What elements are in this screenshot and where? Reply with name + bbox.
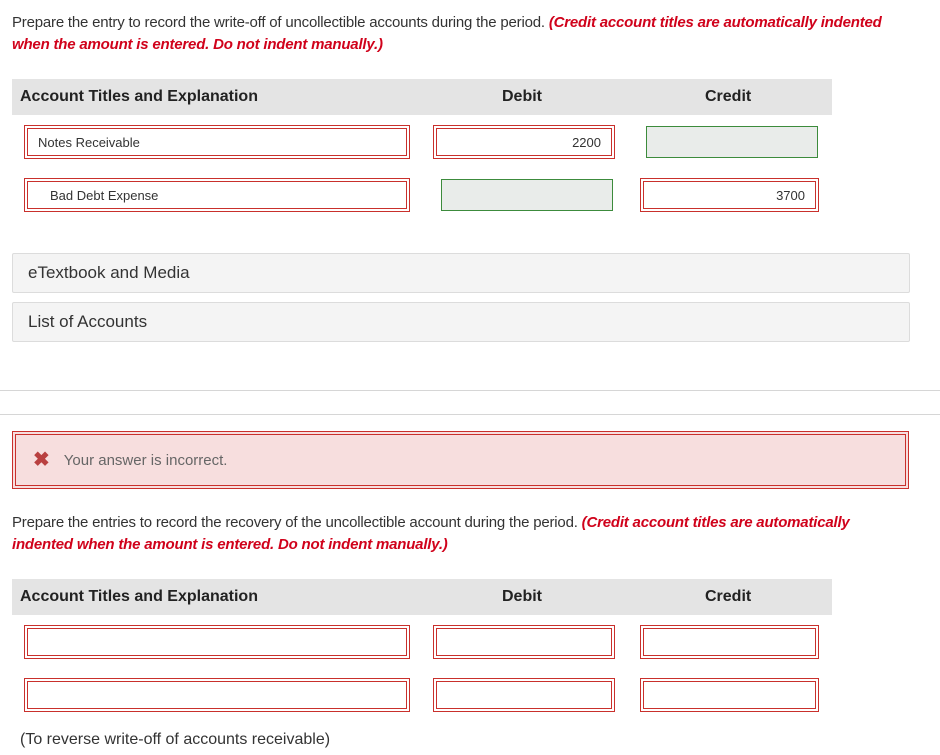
credit-input-4[interactable]: [643, 681, 816, 709]
list-of-accounts-label: List of Accounts: [28, 312, 148, 331]
header-debit: Debit: [502, 88, 542, 105]
x-mark-icon: ✖: [33, 449, 50, 471]
journal-header-1: [12, 79, 832, 115]
instruction-main-1: Prepare the entry to record the write-off of uncollectible accounts during the period.: [12, 14, 545, 31]
journal-header-2: [12, 579, 832, 615]
divider: [0, 390, 940, 391]
entry-explanation: (To reverse write-off of accounts receivable): [20, 731, 331, 748]
etextbook-link[interactable]: [12, 253, 910, 293]
account-title-input-1[interactable]: [27, 128, 407, 156]
account-title-value-2: Bad Debt Expense: [50, 187, 159, 203]
header-account-titles: Account Titles and Explanation: [20, 88, 258, 105]
debit-value-1: 2200: [572, 134, 601, 150]
instruction-note-2: (Credit account titles are automatically indented when the amount is entered. Do not indent manually.): [12, 514, 850, 553]
instruction-note-1: (Credit account titles are automatically indented when the amount is entered. Do not indent manually.): [12, 14, 882, 53]
credit-input-3[interactable]: [643, 628, 816, 656]
header-credit: Credit: [705, 88, 752, 105]
list-of-accounts-link[interactable]: [12, 302, 910, 342]
debit-input-4[interactable]: [436, 681, 612, 709]
feedback-message: Your answer is incorrect.: [63, 451, 228, 469]
feedback-banner: [12, 431, 909, 489]
credit-input-1[interactable]: [646, 126, 818, 158]
header-account-titles: Account Titles and Explanation: [20, 588, 258, 605]
instruction-text-1: [12, 12, 912, 56]
credit-input-2[interactable]: [643, 181, 816, 209]
instruction-text-2: [12, 512, 912, 556]
account-title-input-4[interactable]: [27, 681, 407, 709]
debit-input-3[interactable]: [436, 628, 612, 656]
account-title-input-2[interactable]: [27, 181, 407, 209]
credit-value-2: 3700: [776, 187, 805, 203]
etextbook-label: eTextbook and Media: [28, 263, 190, 282]
account-title-value-1: Notes Receivable: [38, 134, 140, 150]
account-title-input-3[interactable]: [27, 628, 407, 656]
header-debit: Debit: [502, 588, 542, 605]
instruction-main-2: Prepare the entries to record the recovery of the uncollectible account during the period.: [12, 514, 578, 531]
debit-input-2[interactable]: [441, 179, 613, 211]
divider: [0, 414, 940, 415]
header-credit: Credit: [705, 588, 752, 605]
debit-input-1[interactable]: [436, 128, 612, 156]
